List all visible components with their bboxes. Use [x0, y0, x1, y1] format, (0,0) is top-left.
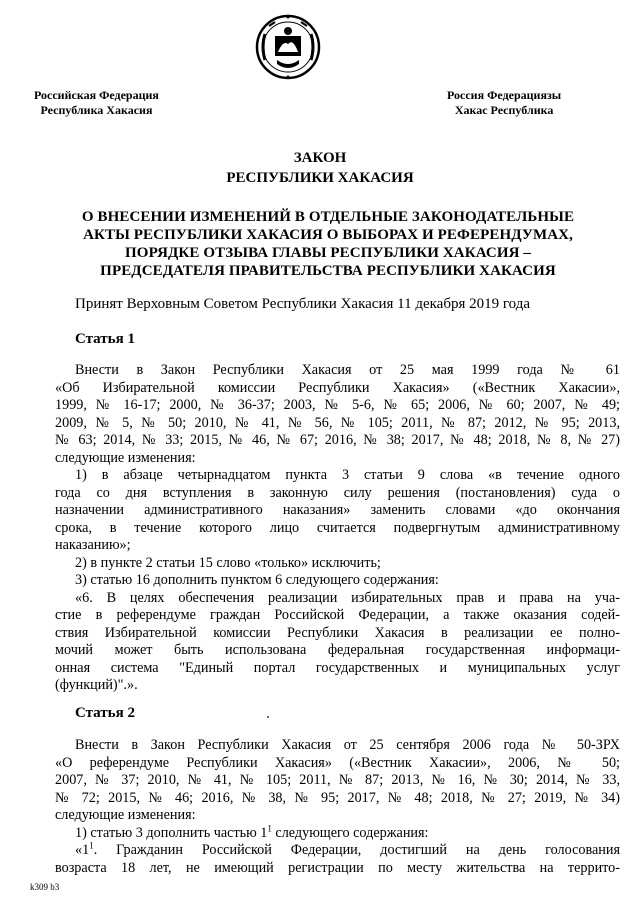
quote-text: . Гражданин Российской Федерации, достигший на день голосования [93, 842, 620, 858]
item-text: 1) статью 3 дополнить частью 1 [75, 824, 268, 841]
text-line: стие в референдуме граждан Российской Федерации, а также оказания содей- [55, 607, 620, 623]
text-line: 2) в пункте 2 статьи 15 слово «только» исключить; [75, 554, 381, 571]
doc-issuer-title: РЕСПУБЛИКИ ХАКАСИЯ [226, 170, 414, 186]
subject-line: О ВНЕСЕНИИ ИЗМЕНЕНИЙ В ОТДЕЛЬНЫЕ ЗАКОНОДАТЕЛЬНЫЕ [81, 209, 575, 225]
scan-speck [267, 716, 269, 718]
adoption-note: Принят Верховным Советом Республики Хакасия 11 декабря 2019 года [75, 296, 530, 312]
text-line [55, 842, 620, 860]
text-line: онная система "Единый портал государственных и муниципальных услуг [55, 659, 620, 676]
article-2-body [55, 737, 620, 877]
text-line: 3) статью 16 дополнить пунктом 6 следующего содержания: [75, 572, 439, 588]
text-line: ствия Избирательной комиссии Республики Хакасия в реализации ее полно- [55, 624, 620, 641]
text-line: 2009, № 5, № 50; 2010, № 41, № 56, № 105; 2011, № 87; 2012, № 95; 2013, [55, 414, 620, 431]
text-line: следующие изменения: [55, 807, 196, 823]
text-line: «Об Избирательной комиссии Республики Хакасия» («Вестник Хакасии», [55, 379, 620, 396]
article-1-body [55, 362, 620, 695]
subject-line: ПРЕДСЕДАТЕЛЯ ПРАВИТЕЛЬСТВА РЕСПУБЛИКИ ХАКАСИЯ [100, 263, 556, 279]
header-right-country: Россия Федерациязы [447, 88, 562, 102]
text-line: 2007, № 37; 2010, № 41, № 105; 2011, № 87; 2013, № 16, № 30; 2014, № 33, [55, 772, 620, 788]
text-line: № 72; 2015, № 46; 2016, № 38, № 95; 2017, № 48; 2018, № 27; 2019, № 34) [55, 789, 620, 806]
header-left [34, 88, 159, 118]
header-left-country: Российская Федерация [34, 88, 159, 102]
doc-type-title: ЗАКОН [293, 150, 347, 166]
page-footer-code: k309 b3 [30, 882, 60, 892]
text-line: 1) в абзаце четырнадцатом пункта 3 статьи 9 слова «в течение одного [75, 467, 620, 483]
header-left-republic: Республика Хакасия [40, 103, 153, 117]
item-text: следующего содержания: [271, 824, 429, 841]
law-subject [40, 208, 616, 280]
text-line: «6. В целях обеспечения реализации избирательных прав и права на уча- [75, 589, 620, 606]
superscript: 1 [89, 840, 94, 851]
text-line: назначении административного наказания» заменить словами «до окончания [55, 502, 620, 518]
subject-line: АКТЫ РЕСПУБЛИКИ ХАКАСИЯ О ВЫБОРАХ И РЕФЕРЕНДУМАХ, [83, 227, 573, 243]
article-2-heading: Статья 2 [75, 705, 135, 721]
text-line: наказанию»; [55, 537, 131, 553]
text-line: года со дня вступления в законную силу решения (постановления) суда о [55, 484, 620, 501]
header-right [447, 88, 561, 118]
text-line: мочий может быть использована федеральная государственная информаци- [55, 642, 620, 658]
article-1-heading: Статья 1 [75, 331, 135, 347]
text-line: следующие изменения: [55, 449, 196, 466]
text-line: возраста 18 лет, не имеющий регистрации по месту жительства на террито- [55, 859, 620, 876]
text-line: Внести в Закон Республики Хакасия от 25 сентября 2006 года № 50-ЗРХ [75, 737, 620, 753]
superscript: 1 [267, 822, 272, 833]
text-line: срока, в течение которого лицо считается подвергнутым административному [55, 519, 620, 536]
text-line: № 63; 2014, № 33; 2015, № 46, № 67; 2016, № 38; 2017, № 48; 2018, № 8, № 27) [55, 432, 620, 448]
text-line [55, 822, 620, 843]
coat-of-arms-emblem [255, 14, 321, 80]
text-line: Внести в Закон Республики Хакасия от 25 мая 1999 года № 61 [75, 362, 620, 378]
text-line: «О референдуме Республики Хакасия» («Вестник Хакасии», 2006, № 50; [55, 754, 620, 771]
subject-line: ПОРЯДКЕ ОТЗЫВА ГЛАВЫ РЕСПУБЛИКИ ХАКАСИЯ – [125, 245, 531, 261]
quote-text: «1 [75, 842, 90, 858]
text-line: (функций)".». [55, 677, 138, 693]
header-right-republic: Хакас Республика [454, 103, 554, 117]
text-line: 1999, № 16-17; 2000, № 36-37; 2003, № 5-6, № 65; 2006, № 60; 2007, № 49; [55, 397, 620, 413]
